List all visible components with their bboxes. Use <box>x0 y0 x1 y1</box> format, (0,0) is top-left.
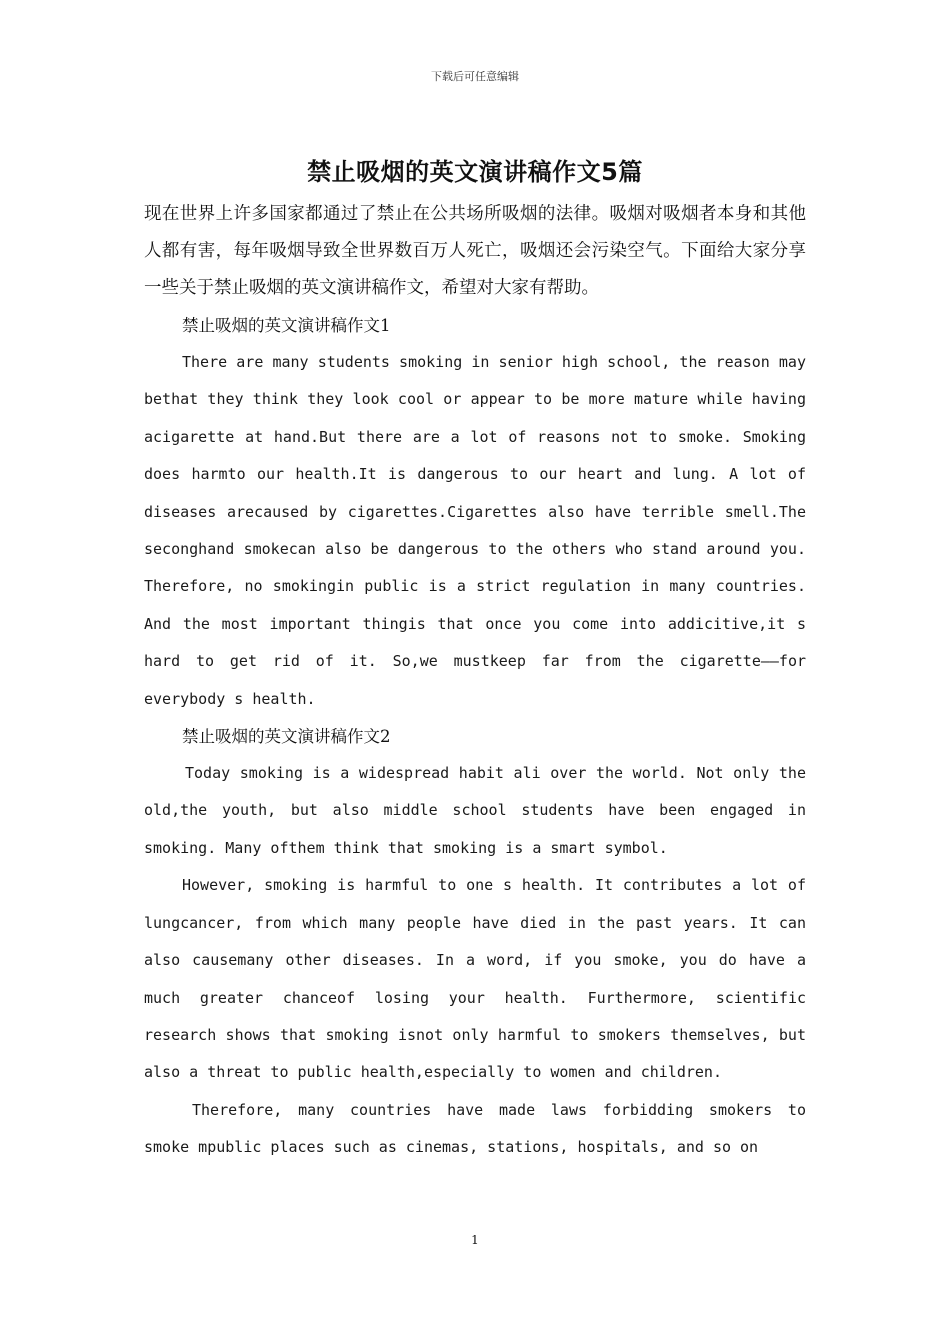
section-heading-2: 禁止吸烟的英文演讲稿作文2 <box>182 727 391 747</box>
essay-2-paragraph-3: Therefore, many countries have made laws forbidding smokers to smoke mpublic places such as cinemas, stations, hospitals, and so on <box>144 1100 806 1157</box>
essay-2-paragraph-1: Today smoking is a widespread habit ali over the world. Not only the old,the youth, but also middle school students have been engaged in smoking. Many ofthem think that smoking is a smart symbol. <box>144 764 806 857</box>
intro-paragraph: 现在世界上许多国家都通过了禁止在公共场所吸烟的法律。吸烟对吸烟者本身和其他人都有害，每年吸烟导致全世界数百万人死亡，吸烟还会污染空气。下面给大家分享一些关于禁止吸烟的英文演讲稿作文，希望对大家有帮助。 <box>144 204 806 298</box>
page-number: 1 <box>471 1233 479 1247</box>
essay-2-paragraph-2: However, smoking is harmful to one s health. It contributes a lot of lungcancer, from which many people have died in the past years. It can also causemany other diseases. In a word, if you smoke, you do have a much greater chanceof losing your health. Furthermore, scientific research shows that smoking isnot only harmful to smokers themselves, but also a threat to public health,especially to women and children. <box>144 876 806 1082</box>
document-body <box>144 196 806 1167</box>
document-title: 禁止吸烟的英文演讲稿作文5篇 <box>307 158 643 186</box>
essay-1-paragraph-1: There are many students smoking in senior high school, the reason may bethat they think they look cool or appear to be more mature while having acigarette at hand.But there are a lot of reasons not to smoke. Smoking does harmto our health.It is dangerous to our heart and lung. A lot of diseases arecaused by cigarettes.Cigarettes also have terrible smell.The seconghand smokecan also be dangerous to the others who stand around you. Therefore, no smokingin public is a strict regulation in many countries. And the most important thingis that once you come into addicitive,it s hard to get rid of it. So,we mustkeep far from the cigarette——for everybody s health. <box>144 353 806 708</box>
section-heading-1: 禁止吸烟的英文演讲稿作文1 <box>182 316 391 335</box>
header-note: 下载后可任意编辑 <box>431 70 519 83</box>
